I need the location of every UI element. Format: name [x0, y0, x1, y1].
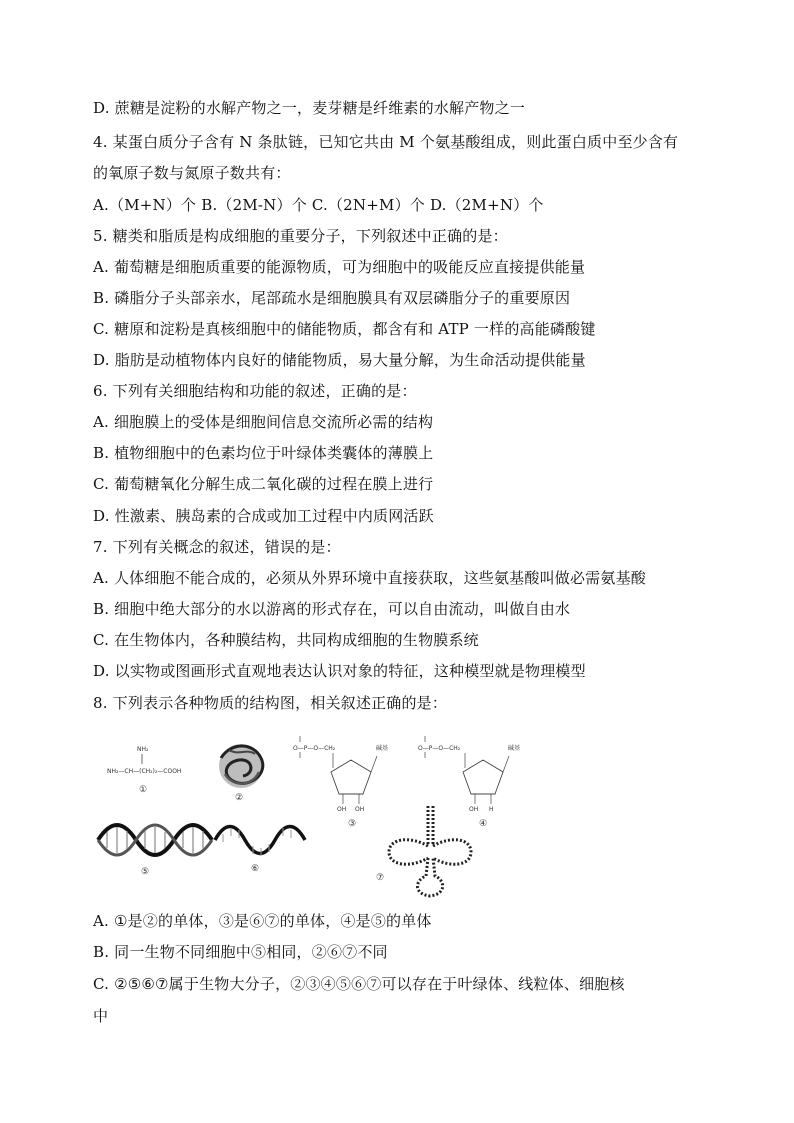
- option-6d: D. 性激素、胰岛素的合成或加工过程中内质网活跃: [93, 507, 434, 525]
- option-7c: C. 在生物体内，各种膜结构，共同构成细胞的生物膜系统: [93, 631, 479, 649]
- option-5c: C. 糖原和淀粉是真核细胞中的储能物质，都含有和 ATP 一样的高能磷酸键: [93, 320, 596, 338]
- nucleotide-3-base: 碱基: [376, 745, 389, 752]
- amino-acid-chain: NH₂—CH—(CH₂)₂—COOH: [107, 768, 182, 775]
- option-3d: D. 蔗糖是淀粉的水解产物之一，麦芽糖是纤维素的水解产物之一: [93, 99, 526, 117]
- nucleotide-4-oh-left: OH: [469, 806, 479, 813]
- option-6b: B. 植物细胞中的色素均位于叶绿体类囊体的薄膜上: [93, 444, 434, 462]
- option-5d: D. 脂肪是动植物体内良好的储能物质，易大量分解，为生命活动提供能量: [93, 351, 586, 369]
- question-8-stem: 8. 下列表示各种物质的结构图，相关叙述正确的是：: [93, 694, 448, 712]
- question-7-stem: 7. 下列有关概念的叙述，错误的是：: [93, 538, 341, 556]
- label-2: ②: [235, 793, 244, 803]
- amino-acid-structure: [107, 746, 181, 795]
- nucleotide-4-phosphate: O—P—O—CH₂: [418, 745, 461, 752]
- option-8c: C. ②⑤⑥⑦属于生物大分子，②③④⑤⑥⑦可以存在于叶绿体、线粒体、细胞核: [93, 975, 625, 993]
- structure-figure: [93, 728, 553, 898]
- question-6-stem: 6. 下列有关细胞结构和功能的叙述，正确的是：: [93, 382, 417, 400]
- structure-figure-svg: [93, 728, 553, 898]
- trna-structure: [376, 806, 471, 896]
- label-7: ⑦: [376, 873, 385, 883]
- option-6c: C. 葡萄糖氧化分解生成二氧化碳的过程在膜上进行: [93, 475, 434, 493]
- nucleotide-3-oh-right: OH: [355, 806, 365, 813]
- question-4-stem-cont: 的氧原子数与氮原子数共有：: [93, 164, 291, 182]
- label-5: ⑤: [141, 867, 150, 877]
- nucleotide-3-oh-left: OH: [337, 806, 347, 813]
- question-5-stem: 5. 糖类和脂质是构成细胞的重要分子，下列叙述中正确的是：: [93, 227, 508, 245]
- option-5b: B. 磷脂分子头部亲水，尾部疏水是细胞膜具有双层磷脂分子的重要原因: [93, 289, 571, 307]
- nucleotide-3-phosphate: O—P—O—CH₂: [293, 745, 336, 752]
- question-4-options: A.（M+N）个 B.（2M-N）个 C.（2N+M）个 D.（2M+N）个: [93, 196, 544, 214]
- option-7d: D. 以实物或图画形式直观地表达认识对象的特征，这种模型就是物理模型: [93, 662, 586, 680]
- option-5a: A. 葡萄糖是细胞质重要的能源物质，可为细胞中的吸能反应直接提供能量: [93, 258, 586, 276]
- option-7b: B. 细胞中绝大部分的水以游离的形式存在，可以自由流动，叫做自由水: [93, 600, 571, 618]
- option-7a: A. 人体细胞不能合成的，必须从外界环境中直接获取，这些氨基酸叫做必需氨基酸: [93, 569, 646, 587]
- label-1: ①: [139, 785, 148, 795]
- protein-structure: [219, 744, 263, 803]
- option-6a: A. 细胞膜上的受体是细胞间信息交流所必需的结构: [93, 413, 434, 431]
- single-strand-structure: [215, 827, 305, 875]
- label-3: ③: [348, 819, 357, 829]
- question-4-stem: 4. 某蛋白质分子含有 N 条肽链，已知它共由 M 个氨基酸组成，则此蛋白质中至少含有: [93, 133, 679, 151]
- label-6: ⑥: [251, 864, 260, 874]
- label-4: ④: [479, 819, 488, 829]
- option-8a: A. ①是②的单体，③是⑥⑦的单体，④是⑤的单体: [93, 912, 432, 930]
- nucleotide-4-h-right: H: [489, 806, 494, 813]
- amino-acid-nh2: NH₂: [137, 746, 149, 753]
- double-helix-structure: [98, 825, 212, 877]
- nucleotide-3-structure: [293, 736, 388, 829]
- nucleotide-4-base: 碱基: [508, 745, 521, 752]
- option-8c-cont: 中: [93, 1007, 109, 1025]
- option-8b: B. 同一生物不同细胞中⑤相同，②⑥⑦不同: [93, 943, 388, 961]
